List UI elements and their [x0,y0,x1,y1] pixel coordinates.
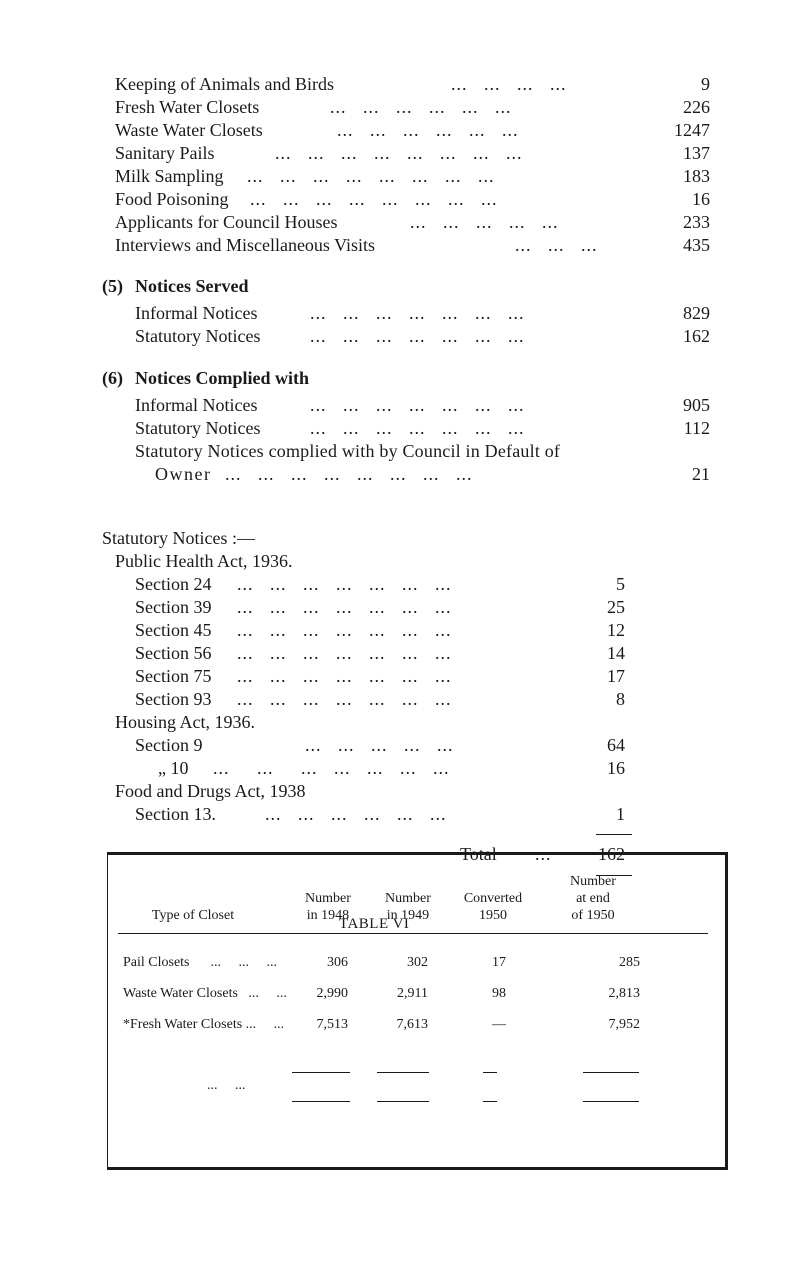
leader-dots: ... ... ... ... [451,74,567,94]
notice-row [135,394,710,416]
section-value: 12 [607,620,625,640]
section-label: Section 9 [135,735,203,755]
header-converted-a: Converted [463,891,523,906]
leader-dots: ... ... ... ... ... ... ... [237,574,452,594]
leader-dots: ... ... ... ... ... ... ... [310,418,525,438]
notice-value: 905 [683,395,710,415]
cell-n1948: 2,990 [316,986,348,1001]
notice-row [155,463,710,485]
act-heading: Housing Act, 1936. [115,712,256,732]
stat-row [115,234,710,256]
section-label: Section 45 [135,620,212,640]
notice-label: Informal Notices [135,395,258,415]
cell-type: *Fresh Water Closets ... ... [123,1017,285,1032]
total-rule-1949-top [377,1072,429,1073]
notice-label: Statutory Notices [135,418,261,438]
leader-dots: ... ... ... ... ... ... [265,804,447,824]
total-rule-1948-bottom [292,1101,350,1102]
stat-label: Applicants for Council Houses [115,212,338,232]
leader-dots: ... ... ... ... ... [410,212,559,232]
cell-n1949: 302 [407,955,428,970]
cell-n1948: 7,513 [316,1017,348,1032]
leader-dots: ... ... ... ... ... ... [330,97,512,117]
section-row [158,757,625,779]
notice-row [135,325,710,347]
stat-label: Keeping of Animals and Birds [115,74,334,94]
cell-end: 2,813 [608,986,640,1001]
header-type: Type of Closet [151,908,235,923]
default-notice-text: Statutory Notices complied with by Council in Default of [135,441,561,461]
header-n1948-b: in 1948 [306,908,350,923]
cell-type: Pail Closets ... ... ... [123,955,278,970]
section-heading: Notices Served [135,276,249,296]
notice-label: Owner [155,464,212,484]
leader-dots: ... ... ... ... ... ... ... ... [275,143,523,163]
leader-dots: ... ... ... ... ... ... ... ... [225,464,473,484]
total-rule-end-top [583,1072,639,1073]
notice-value: 21 [692,464,710,484]
section-row [135,573,625,595]
cell-n1949: 7,613 [396,1017,428,1032]
leader-dots: ... ... ... ... ... ... [337,120,519,140]
header-n1948-a: Number [305,891,351,906]
total-value: 162 [598,844,625,864]
closets-table [107,852,728,1170]
section-value: 1 [616,804,625,824]
notice-value: 162 [683,326,710,346]
notice-value: 112 [683,418,710,438]
leader-dots: ... ... ... ... ... ... ... [237,666,452,686]
stat-label: Fresh Water Closets [115,97,260,117]
section-row [135,688,625,710]
stat-row [115,188,710,210]
leader-dots: ... ... ... ... ... [305,735,454,755]
leader-dots: ... ... ... ... ... ... ... [310,326,525,346]
section-label: Section 13. [135,804,216,824]
section-label: Section 39 [135,597,212,617]
header-end-c: of 1950 [571,908,615,923]
stat-value: 226 [683,97,710,117]
leader-dots: ... ... ... ... ... ... ... ... [247,166,495,186]
cell-converted: — [492,1017,506,1032]
notice-row [135,302,710,324]
total-rule-1948-top [292,1072,350,1073]
stat-row [115,119,710,141]
section-row [135,734,625,756]
cell-converted: 17 [492,955,506,970]
section-value: 25 [607,597,625,617]
section-value: 16 [607,758,625,778]
section-row [135,803,625,825]
stat-label: Food Poisoning [115,189,229,209]
stat-value: 183 [683,166,710,186]
notice-label: Informal Notices [135,303,258,323]
stat-label: Sanitary Pails [115,143,215,163]
breakdown-title: Statutory Notices :— [102,528,255,548]
cell-n1949: 2,911 [397,986,428,1001]
leader-dots: ... ... ... ... ... ... ... [310,395,525,415]
total-rule-conv-bottom [483,1101,497,1102]
leader-dots: ... ... ... ... ... ... ... [237,597,452,617]
leader-dots: ... ... ... ... ... ... ... [237,689,452,709]
notice-label: Statutory Notices [135,326,261,346]
leader-dots: ... ... ... ... ... ... ... [310,303,525,323]
total-label: Total [460,844,497,864]
stat-label: Interviews and Miscellaneous Visits [115,235,376,255]
cell-converted: 98 [492,986,506,1001]
cell-n1948: 306 [327,955,348,970]
section-label: Section 75 [135,666,212,686]
section-value: 8 [616,689,625,709]
section-label: Section 24 [135,574,212,594]
cell-end: 285 [619,955,640,970]
stat-row [115,165,710,187]
leader-dots: ... ... ... ... ... ... ... [213,758,450,778]
table-title: TABLE VI [339,916,410,932]
leader-dots: ... [535,844,552,864]
total-rule-end-bottom [583,1101,639,1102]
stat-label: Waste Water Closets [115,120,263,140]
header-end-a: Number [570,874,616,889]
leader-dots: ... ... ... ... ... ... ... ... [250,189,498,209]
section-row [135,665,625,687]
section-row [135,642,625,664]
total-rule-1949-bottom [377,1101,429,1102]
header-n1949-b: in 1949 [386,908,430,923]
header-n1949-a: Number [385,891,431,906]
section-value: 64 [607,735,625,755]
section-heading: Notices Complied with [135,368,309,388]
notice-value: 829 [683,303,710,323]
section-label: Section 56 [135,643,212,663]
total-rule-conv-top [483,1072,497,1073]
stat-label: Milk Sampling [115,166,224,186]
section-number: (5) [102,276,123,296]
section-label: „ 10 [158,758,189,778]
section-value: 17 [607,666,625,686]
stat-row [115,73,710,95]
stat-row [115,142,710,164]
stat-value: 9 [701,74,710,94]
stat-value: 137 [683,143,710,163]
stat-value: 435 [683,235,710,255]
stat-value: 233 [683,212,710,232]
stat-value: 1247 [674,120,710,140]
stat-row [115,211,710,233]
stat-value: 16 [692,189,710,209]
act-heading: Public Health Act, 1936. [115,551,293,571]
section-row [135,596,625,618]
cell-type: Waste Water Closets ... ... [123,986,287,1001]
total-rule-top [596,834,632,835]
section-row [135,619,625,641]
cell-total-type: ... ... [200,1078,246,1093]
cell-end: 7,952 [608,1017,640,1032]
section-label: Section 93 [135,689,212,709]
header-end-b: at end [576,891,610,906]
leader-dots: ... ... ... ... ... ... ... [237,643,452,663]
header-converted-b: 1950 [479,908,507,923]
stat-row [115,96,710,118]
notice-row [135,417,710,439]
leader-dots: ... ... ... ... ... ... ... [237,620,452,640]
section-number: (6) [102,368,123,388]
header-rule [118,933,708,934]
leader-dots: ... ... ... [515,235,598,255]
section-value: 5 [616,574,625,594]
section-value: 14 [607,643,625,663]
act-heading: Food and Drugs Act, 1938 [115,781,306,801]
